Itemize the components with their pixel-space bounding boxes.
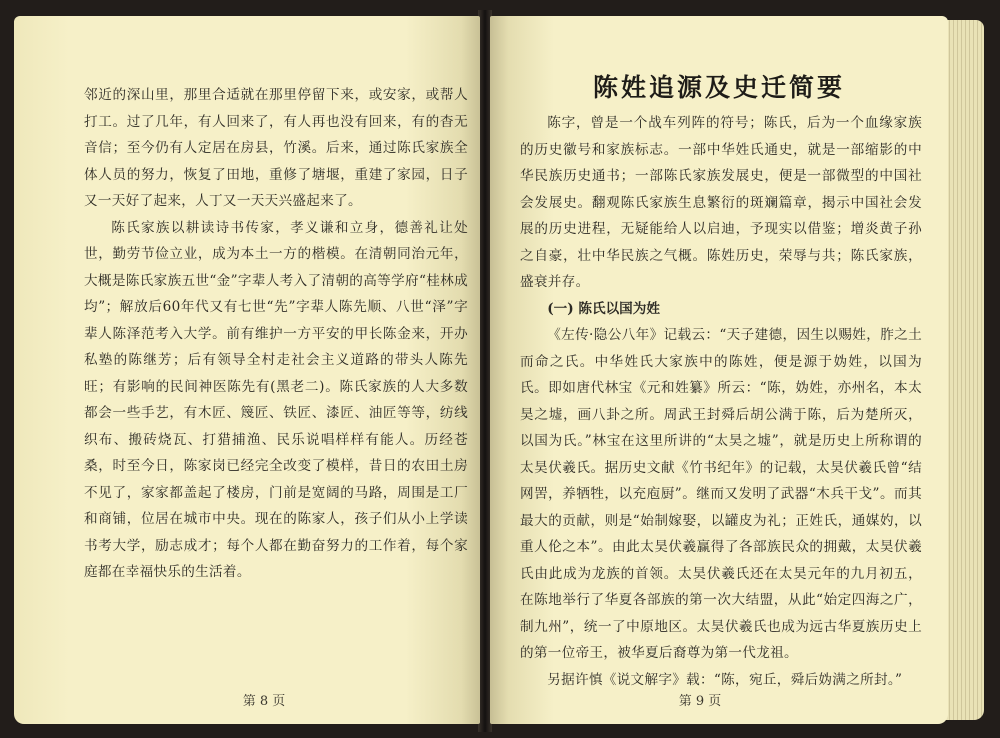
page-number-left: 第 8 页 <box>242 694 286 709</box>
right-page-text <box>520 110 922 693</box>
paragraph: 邻近的深山里，那里合适就在那里停留下来，或安家，或帮人打工。过了几年，有人回来了，有人再也没有回来，有的杳无音信；至今仍有人定居在房县，竹溪。后来，通过陈氏家族全体人员的努力，恢复了田地，重修了塘堰，重建了家园，日子又一天好了起来，人丁又一天天兴盛起来了。 <box>84 87 468 209</box>
page-edges <box>946 20 984 720</box>
paragraph: 另据许慎《说文解字》载：“陈，宛丘，舜后妫满之所封。” <box>547 671 903 688</box>
chapter-title: 陈姓追源及史迁简要 <box>592 73 845 102</box>
left-page-text <box>84 82 468 586</box>
paragraph: 陈氏家族以耕读诗书传家，孝义谦和立身，德善礼让处世，勤劳节俭立业，成为本土一方的楷模。在清朝同治元年，大概是陈氏家族五世“金”字辈人考入了清朝的高等学府“桂林成均”；解放后60年代又有七世“先”字辈人陈先顺、八世“泽”字辈人陈泽范考入大学。前有维护一方平安的甲长陈金来，开办私塾的陈继芳；后有领导全村走社会主义道路的带头人陈先旺；有影响的民间神医陈先有(黑老二)。陈氏家族的人大多数都会一些手艺，有木匠、篾匠、铁匠、漆匠、油匠等等，纺线织布、搬砖烧瓦、打猎捕渔、民乐说唱样样有能人。历经苍桑，时至今日，陈家岗已经完全改变了模样，昔日的农田土房不见了，家家都盖起了楼房，门前是宽阔的马路，周围是工厂和商铺，位居在城市中央。现在的陈家人，孩子们从小上学读书考大学，励志成才；每个人都在勤奋努力的工作着，每个家庭都在幸福快乐的生活着。 <box>84 219 468 580</box>
page-number-right: 第 9 页 <box>678 694 722 709</box>
section-heading: (一) 陈氏以国为姓 <box>547 300 660 317</box>
left-page <box>14 16 480 724</box>
right-page <box>490 16 948 724</box>
paragraph: 《左传·隐公八年》记载云：“天子建德，因生以赐姓，胙之土而命之氏。中华姓氏大家族中的陈姓，便是源于妫姓，以国为氏。即如唐代林宝《元和姓纂》所云：“陈，妫姓，亦州名，本太昊之墟，画八卦之所。周武王封舜后胡公满于陈，后为楚所灭，以国为氏。”林宝在这里所讲的“太昊之墟”，就是历史上所称谓的太昊伏羲氏。据历史文献《竹书纪年》的记载，太昊伏羲氏曾“结网罟，养牺牲，以充庖厨”。继而又发明了武器“木兵干戈”。而其最大的贡献，则是“始制嫁娶，以罐皮为礼；正姓氏，通媒妁，以重人伦之本”。由此太昊伏羲赢得了各部族民众的拥戴，太昊伏羲氏由此成为龙族的首领。太昊伏羲氏还在太昊元年的九月初五，在陈地举行了华夏各部族的第一次大结盟，从此“始定四海之广，制九州”，统一了中原地区。太昊伏羲氏也成为远古华夏族历史上的第一位帝王，被华夏后裔尊为第一代龙祖。 <box>520 327 922 661</box>
intro-paragraph: 陈字，曾是一个战车列阵的符号；陈氏，后为一个血缘家族的历史徽号和家族标志。一部中华姓氏通史，就是一部缩影的中华民族历史通书；一部陈氏家族发展史，便是一部微型的中国社会发展史。翻观陈氏家族生息繁衍的斑斓篇章，揭示中国社会发展的历史进程，无疑能给人以启迪，予现实以借鉴；增炎黄子孙之自豪，壮中华民族之气概。陈姓历史，荣辱与共；陈氏家族，盛衰并存。 <box>520 115 922 290</box>
